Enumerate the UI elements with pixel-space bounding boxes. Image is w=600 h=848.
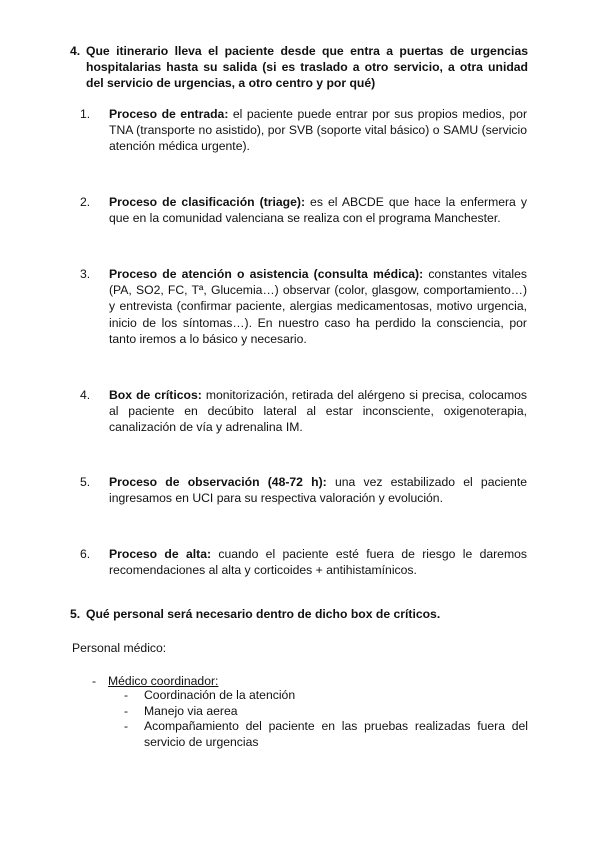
personal-title: Personal médico: <box>72 641 167 655</box>
step-text: monitorización, retirada del alérgeno si precisa, colocamos al paciente en decúbito lateral al estar inconsciente, oxigenoterapia, canalización de vía y adrenalina IM. <box>109 388 527 435</box>
role-label: Médico coordinador: <box>108 674 219 688</box>
task-dash: - <box>124 703 129 718</box>
step-body <box>109 266 527 347</box>
step-body <box>109 546 527 578</box>
step-label: Proceso de atención o asistencia (consulta médica): <box>109 267 424 281</box>
task-dash: - <box>124 688 129 702</box>
step-label: Box de críticos: <box>109 388 202 402</box>
step-number: 5. <box>80 475 91 489</box>
step-number: 1. <box>80 107 91 121</box>
step-body <box>109 106 527 155</box>
task-text: Coordinación de la atención <box>144 688 296 702</box>
step-number: 2. <box>80 195 91 209</box>
question-5-text: Qué personal será necesario dentro de dicho box de críticos. <box>86 607 441 621</box>
step-text: constantes vitales (PA, SO2, FC, Tª, Glucemia…) observar (color, glasgow, comportamiento…) y entrevista (confirmar paciente, alergias medicamentosas, motivo urgencia, inicio de los síntomas…). En nuestro caso ha perdido la consciencia, por tanto iremos a lo básico y necesario. <box>109 267 527 346</box>
step-text: el paciente puede entrar por sus propios medios, por TNA (transporte no asistido), por SVB (soporte vital básico) o SAMU (servicio atención médica urgente). <box>109 107 527 154</box>
task-dash: - <box>124 719 129 734</box>
task-item-2 <box>124 704 528 720</box>
step-text: es el ABCDE que hace la enfermera y que en la comunidad valenciana se realiza con el programa Manchester. <box>109 195 527 226</box>
step-label: Proceso de observación (48-72 h): <box>109 475 327 489</box>
question-5-heading <box>70 606 530 622</box>
question-4-text: Que itinerario lleva el paciente desde que entra a puertas de urgencias hospitalarias hasta su salida (si es traslado a otro servicio, a otra unidad del servicio de urgencias, a otro centro y por qué) <box>86 44 528 90</box>
step-body <box>109 474 527 506</box>
step-label: Proceso de entrada: <box>109 107 229 121</box>
step-text: una vez estabilizado el paciente ingresamos en UCI para su respectiva valoración y evolución. <box>109 475 527 506</box>
step-body <box>109 194 527 226</box>
task-text: Manejo via aerea <box>144 703 238 718</box>
question-4-number: 4. <box>70 44 81 58</box>
step-body <box>109 387 527 436</box>
step-number: 6. <box>80 547 91 561</box>
question-4-heading <box>70 43 530 91</box>
step-number: 4. <box>80 388 91 402</box>
task-list <box>124 688 528 750</box>
role-dash: - <box>92 674 97 688</box>
step-text: cuando el paciente esté fuera de riesgo le daremos recomendaciones al alta y corticoides + antihistamínicos. <box>109 547 527 578</box>
task-item-3 <box>124 719 528 750</box>
question-5-number: 5. <box>70 607 81 621</box>
task-text: Acompañamiento del paciente en las pruebas realizadas fuera del servicio de urgencias <box>144 719 528 749</box>
step-number: 3. <box>80 267 91 281</box>
step-label: Proceso de alta: <box>109 547 212 561</box>
task-item-1 <box>124 688 528 704</box>
step-label: Proceso de clasificación (triage): <box>109 195 305 209</box>
